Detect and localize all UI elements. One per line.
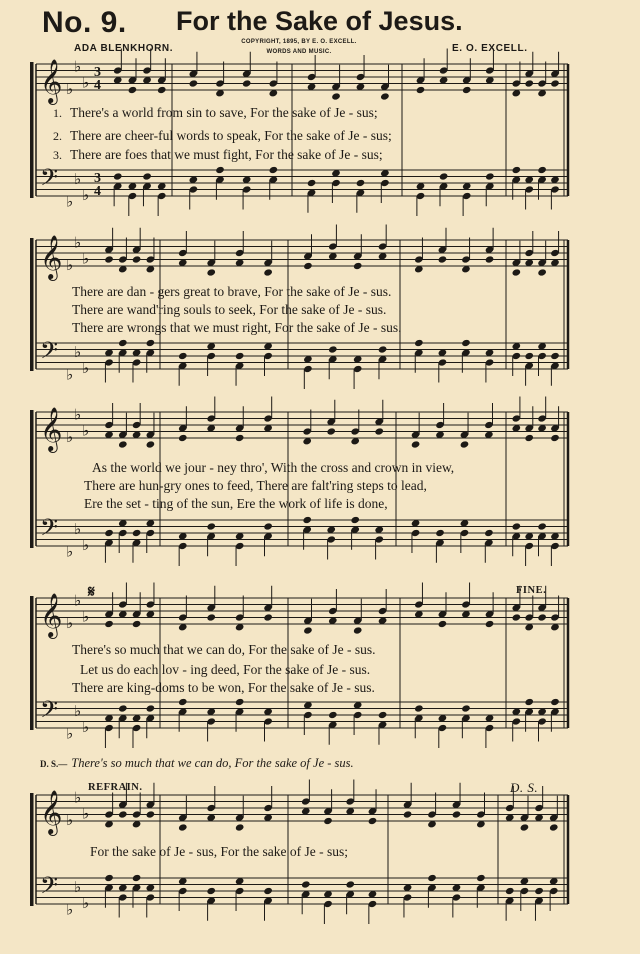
- note-head: [178, 352, 188, 360]
- flat-sign-icon: ♭: [82, 249, 90, 268]
- bass-clef-icon: 𝄢: [40, 513, 59, 547]
- note-head: [303, 626, 313, 634]
- flat-sign-icon: ♭: [82, 718, 90, 736]
- note-head: [411, 440, 421, 448]
- note-head: [303, 262, 313, 270]
- note-head: [146, 810, 156, 818]
- lyricist-credit: ADA BLENKHORN.: [74, 43, 174, 54]
- note-head: [484, 529, 494, 537]
- note-head: [524, 79, 534, 87]
- system-bracket: [30, 793, 34, 906]
- note-head: [414, 339, 424, 347]
- hymn-number: No. 9.: [42, 6, 127, 39]
- lyric-line: [72, 320, 602, 336]
- treble-clef-icon: 𝄞: [40, 593, 63, 637]
- note-head: [550, 698, 560, 706]
- note-head: [206, 522, 216, 530]
- note-head: [132, 529, 142, 537]
- ds-mark: D. S.: [510, 780, 539, 795]
- note-head: [439, 172, 449, 180]
- system-bracket: [30, 410, 34, 548]
- note-head: [323, 817, 333, 825]
- verse-number: 1.: [53, 106, 62, 120]
- flat-sign-icon: ♭: [66, 192, 74, 211]
- note-head: [215, 166, 225, 174]
- note-head: [435, 529, 445, 537]
- note-head: [118, 810, 128, 818]
- lyric-text: There are wand'ring souls to seek, For the sake of Je - sus.: [72, 302, 387, 317]
- flat-sign-icon: ♭: [74, 877, 82, 896]
- note-head: [550, 434, 560, 442]
- note-head: [178, 434, 188, 442]
- flat-sign-icon: ♭: [82, 421, 90, 440]
- flat-sign-icon: ♭: [74, 701, 82, 720]
- note-head: [512, 522, 522, 530]
- treble-clef-icon: 𝄞: [40, 235, 63, 279]
- ds-text: There's so much that we can do, For the sake of Je - sus.: [71, 756, 354, 770]
- note-head: [146, 704, 156, 712]
- note-head: [524, 434, 534, 442]
- treble-clef-icon: 𝄞: [40, 790, 63, 834]
- note-head: [350, 516, 360, 524]
- note-head: [104, 620, 114, 628]
- note-head: [132, 874, 142, 882]
- note-head: [550, 79, 560, 87]
- note-head: [549, 823, 559, 831]
- note-head: [534, 887, 544, 895]
- note-head: [146, 339, 156, 347]
- lyric-text: There are dan - gers great to brave, For the sake of Je - sus.: [72, 284, 392, 299]
- note-head: [326, 427, 336, 435]
- treble-clef-icon: 𝄞: [40, 59, 63, 103]
- fine-mark: FINE.: [516, 585, 547, 596]
- note-head: [206, 613, 216, 621]
- lyric-text: There are foes that we must fight, For the sake of Je - sus;: [70, 147, 383, 162]
- flat-sign-icon: ♭: [74, 57, 82, 76]
- flat-sign-icon: ♭: [66, 724, 74, 743]
- note-head: [345, 880, 355, 888]
- note-head: [485, 620, 495, 628]
- flat-sign-icon: ♭: [74, 591, 82, 610]
- note-head: [328, 711, 338, 719]
- note-head: [331, 92, 341, 100]
- lyric-text: There are king-doms to be won, For the sake of Je - sus.: [72, 680, 375, 695]
- note-head: [118, 704, 128, 712]
- note-head: [132, 255, 142, 263]
- lyric-line: [72, 642, 602, 658]
- refrain-mark: REFRAIN.: [88, 782, 143, 793]
- note-head: [438, 255, 448, 263]
- note-head: [524, 352, 534, 360]
- note-head: [178, 823, 188, 831]
- note-head: [512, 166, 522, 174]
- note-head: [356, 179, 366, 187]
- system-bracket: [30, 238, 34, 371]
- flat-sign-icon: ♭: [82, 804, 90, 823]
- bass-clef-icon: 𝄢: [40, 163, 59, 197]
- note-head: [113, 172, 123, 180]
- verse-number: 3.: [53, 148, 62, 162]
- lyric-text: There are wrongs that we must right, For the sake of Je - sus.: [72, 320, 402, 335]
- note-head: [142, 172, 152, 180]
- note-head: [414, 704, 424, 712]
- note-head: [524, 698, 534, 706]
- note-head: [242, 79, 252, 87]
- lyric-line: [90, 844, 620, 860]
- note-head: [485, 255, 495, 263]
- lyric-text: There's so much that we can do, For the sake of Je - sus.: [72, 642, 376, 657]
- note-head: [452, 810, 462, 818]
- copyright-subline: WORDS AND MUSIC.: [266, 49, 332, 55]
- note-head: [235, 434, 245, 442]
- flat-sign-icon: ♭: [82, 894, 90, 912]
- note-head: [128, 86, 138, 94]
- flat-sign-icon: ♭: [74, 342, 82, 361]
- note-head: [416, 86, 426, 94]
- note-head: [380, 92, 390, 100]
- flat-sign-icon: ♭: [66, 80, 74, 98]
- note-head: [374, 427, 384, 435]
- note-head: [118, 339, 128, 347]
- note-head: [263, 268, 273, 276]
- verse-number: 2.: [53, 129, 62, 143]
- time-signature-digit: 4: [94, 78, 101, 93]
- note-head: [550, 352, 560, 360]
- flat-sign-icon: ♭: [66, 428, 74, 446]
- lyric-text: As the world we jour - ney thro', With the cross and crown in view,: [92, 460, 455, 475]
- note-head: [368, 817, 378, 825]
- time-signature-digit: 3: [94, 171, 101, 186]
- flat-sign-icon: ♭: [66, 365, 74, 384]
- copyright-line: COPYRIGHT, 1895, BY E. O. EXCELL.: [241, 39, 357, 45]
- lyric-line: [42, 128, 572, 144]
- note-head: [301, 880, 311, 888]
- note-head: [146, 440, 156, 448]
- note-head: [307, 179, 317, 187]
- lyric-line: [72, 284, 602, 300]
- note-head: [353, 626, 363, 634]
- lyric-text: Let us do each lov - ing deed, For the sake of Je - sus.: [80, 662, 371, 677]
- flat-sign-icon: ♭: [82, 607, 90, 626]
- lyric-line: [84, 478, 614, 494]
- lyric-line: [92, 460, 622, 476]
- lyric-line: [80, 662, 610, 678]
- flat-sign-icon: ♭: [82, 359, 90, 377]
- flat-sign-icon: ♭: [82, 73, 90, 92]
- time-signature-digit: 4: [94, 184, 101, 199]
- note-head: [157, 86, 167, 94]
- lyric-line: [84, 496, 614, 512]
- bass-clef-icon: 𝄢: [40, 336, 59, 370]
- treble-clef-icon: 𝄞: [40, 407, 63, 451]
- bass-clef-icon: 𝄢: [40, 871, 59, 905]
- flat-sign-icon: ♭: [74, 519, 82, 538]
- note-head: [104, 255, 114, 263]
- note-head: [104, 529, 114, 537]
- hymn-title: For the Sake of Jesus.: [176, 6, 463, 36]
- note-head: [460, 440, 470, 448]
- lyric-line: [72, 680, 602, 696]
- note-head: [537, 613, 547, 621]
- bass-clef-icon: 𝄢: [40, 695, 59, 729]
- time-signature-digit: 3: [94, 65, 101, 80]
- note-head: [512, 268, 522, 276]
- note-head: [235, 698, 245, 706]
- ds-lead: D. S.—: [40, 759, 68, 769]
- ds-instruction: [40, 756, 354, 771]
- lyric-line: [72, 302, 602, 318]
- note-head: [235, 823, 245, 831]
- flat-sign-icon: ♭: [66, 256, 74, 274]
- flat-sign-icon: ♭: [74, 405, 82, 424]
- note-head: [263, 522, 273, 530]
- note-head: [328, 345, 338, 353]
- note-head: [403, 810, 413, 818]
- lyric-text: There's a world from sin to save, For the sake of Je - sus;: [70, 105, 378, 120]
- note-head: [206, 268, 216, 276]
- flat-sign-icon: ♭: [82, 186, 90, 204]
- note-head: [505, 887, 515, 895]
- flat-sign-icon: ♭: [74, 169, 82, 188]
- note-head: [235, 352, 245, 360]
- note-head: [537, 268, 547, 276]
- flat-sign-icon: ♭: [82, 536, 90, 554]
- lyric-text: Ere the set - ting of the sun, Ere the work of life is done,: [84, 496, 388, 511]
- note-head: [302, 516, 312, 524]
- segno-sign: 𝄋: [88, 584, 96, 601]
- flat-sign-icon: ♭: [74, 233, 82, 252]
- flat-sign-icon: ♭: [66, 542, 74, 561]
- flat-sign-icon: ♭: [66, 614, 74, 632]
- flat-sign-icon: ♭: [74, 788, 82, 807]
- note-head: [353, 262, 363, 270]
- note-head: [537, 166, 547, 174]
- composer-credit: E. O. EXCELL.: [452, 43, 528, 54]
- note-head: [462, 86, 472, 94]
- note-head: [485, 172, 495, 180]
- lyric-text: There are cheer-ful words to speak, For the sake of Je - sus;: [70, 128, 392, 143]
- lyric-text: There are hun-gry ones to feed, There are falt'ring steps to lead,: [84, 478, 427, 493]
- note-head: [206, 887, 216, 895]
- note-head: [378, 711, 388, 719]
- note-head: [104, 874, 114, 882]
- note-head: [512, 613, 522, 621]
- note-head: [461, 339, 471, 347]
- flat-sign-icon: ♭: [66, 900, 74, 919]
- note-head: [178, 698, 188, 706]
- flat-sign-icon: ♭: [66, 811, 74, 829]
- system-bracket: [30, 62, 34, 198]
- note-head: [118, 440, 128, 448]
- note-head: [269, 166, 279, 174]
- note-head: [427, 874, 437, 882]
- note-head: [263, 613, 273, 621]
- note-head: [263, 887, 273, 895]
- note-head: [438, 620, 448, 628]
- note-head: [189, 79, 199, 87]
- lyric-line: [42, 105, 572, 121]
- note-head: [537, 522, 547, 530]
- system-bracket: [30, 596, 34, 730]
- note-head: [461, 704, 471, 712]
- note-head: [378, 345, 388, 353]
- lyric-text: For the sake of Je - sus, For the sake of Je - sus;: [90, 844, 348, 859]
- note-head: [520, 823, 530, 831]
- lyric-line: [42, 147, 572, 163]
- note-head: [132, 620, 142, 628]
- note-head: [476, 874, 486, 882]
